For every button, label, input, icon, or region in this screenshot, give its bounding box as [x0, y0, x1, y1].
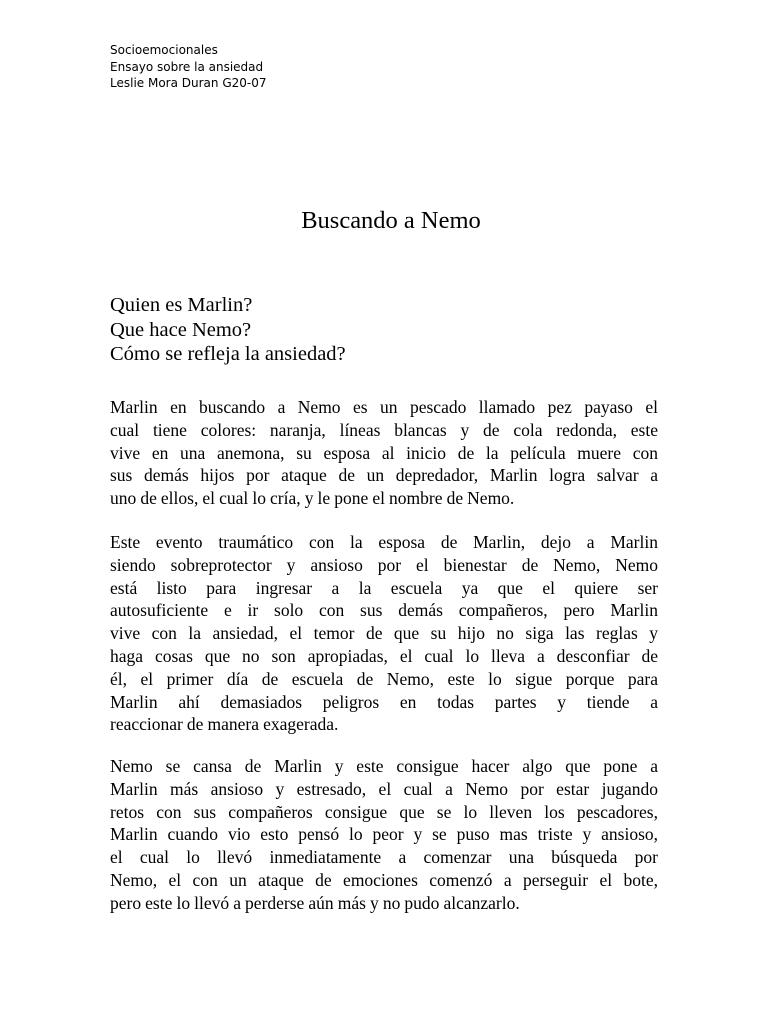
question-list: [110, 293, 346, 367]
document-title: Buscando a Nemo: [301, 207, 481, 234]
paragraph-line: Marlin cuando vio esto pensó lo peor y se puso mas triste y ansioso,: [110, 824, 658, 845]
paragraph-line: el cual lo llevó inmediatamente a comenzar una búsqueda por: [110, 847, 658, 868]
paragraph-2: [110, 531, 658, 736]
paragraph-line: vive con la ansiedad, el temor de que su hijo no siga las reglas y: [110, 623, 658, 644]
paragraph-line: uno de ellos, el cual lo cría, y le pone el nombre de Nemo.: [110, 488, 515, 509]
document-header: [110, 42, 267, 92]
header-author: Leslie Mora Duran G20-07: [110, 76, 267, 90]
header-course: Socioemocionales: [110, 43, 218, 57]
paragraph-line: sus demás hijos por ataque de un depredador, Marlin logra salvar a: [110, 465, 658, 486]
question-item: Que hace Nemo?: [110, 318, 252, 341]
header-essay-type: Ensayo sobre la ansiedad: [110, 59, 264, 74]
paragraph-3: [110, 755, 658, 915]
paragraph-line: reaccionar de manera exagerada.: [110, 714, 339, 735]
paragraph-line: Este evento traumático con la esposa de Marlin, dejo a Marlin: [110, 532, 658, 552]
question-item: Quien es Marlin?: [110, 294, 253, 316]
paragraph-line: vive en una anemona, su esposa al inicio de la película muere con: [110, 442, 658, 463]
paragraph-line: pero este lo llevó a perderse aún más y no pudo alcanzarlo.: [110, 892, 520, 913]
paragraph-1: [110, 396, 658, 510]
paragraph-line: Nemo, el con un ataque de emociones comenzó a perseguir el bote,: [110, 869, 658, 890]
paragraph-line: Nemo se cansa de Marlin y este consigue hacer algo que pone a: [110, 756, 658, 776]
paragraph-line: cual tiene colores: naranja, líneas blancas y de cola redonda, este: [110, 419, 658, 440]
paragraph-line: retos con sus compañeros consigue que se lo lleven los pescadores,: [110, 801, 658, 822]
paragraph-line: haga cosas que no son apropiadas, el cual lo lleva a desconfiar de: [110, 645, 658, 666]
paragraph-line: Marlin en buscando a Nemo es un pescado llamado pez payaso el: [110, 397, 658, 417]
paragraph-line: Marlin más ansioso y estresado, el cual a Nemo por estar jugando: [110, 778, 658, 799]
question-item: Cómo se refleja la ansiedad?: [110, 343, 346, 365]
paragraph-line: siendo sobreprotector y ansioso por el bienestar de Nemo, Nemo: [110, 554, 658, 575]
paragraph-line: autosuficiente e ir solo con sus demás compañeros, pero Marlin: [110, 600, 658, 621]
paragraph-line: Marlin ahí demasiados peligros en todas partes y tiende a: [110, 691, 658, 712]
paragraph-line: él, el primer día de escuela de Nemo, este lo sigue porque para: [110, 668, 658, 689]
paragraph-line: está listo para ingresar a la escuela ya que el quiere ser: [110, 577, 658, 598]
